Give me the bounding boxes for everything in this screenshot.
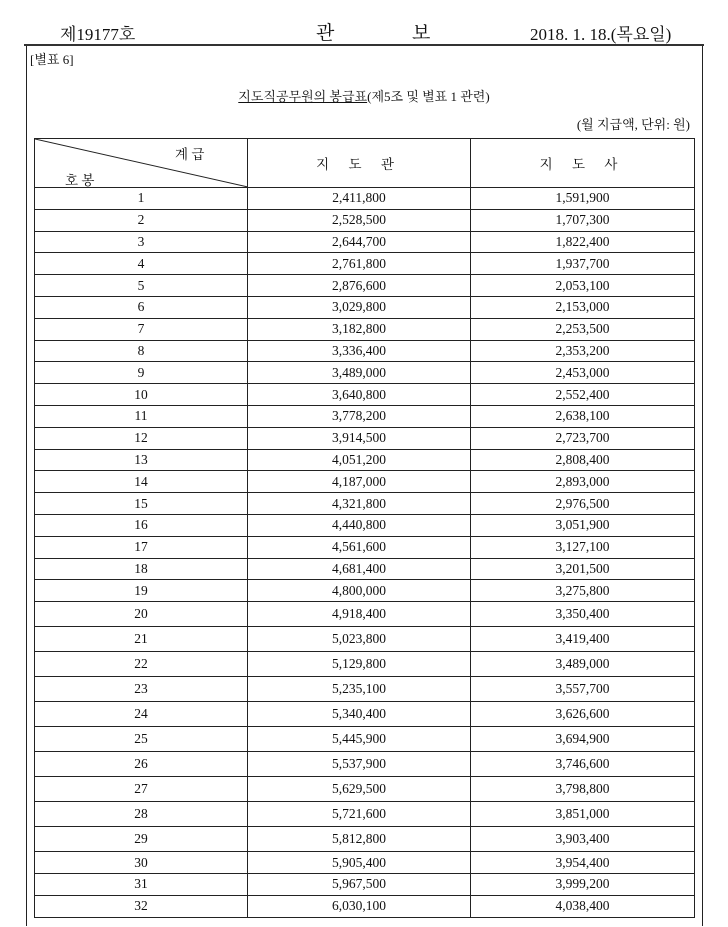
guidance-officer-pay-cell: 4,681,400 (248, 558, 471, 580)
table-row (35, 580, 695, 602)
table-row (35, 677, 695, 702)
guidance-assistant-pay-cell: 4,038,400 (471, 895, 695, 917)
table-row (35, 449, 695, 471)
guidance-assistant-pay-cell: 1,822,400 (471, 231, 695, 253)
step-cell: 18 (35, 558, 248, 580)
step-cell: 16 (35, 514, 248, 536)
step-cell: 4 (35, 253, 248, 275)
step-cell: 6 (35, 296, 248, 318)
table-row (35, 852, 695, 874)
table-row (35, 873, 695, 895)
guidance-assistant-pay-cell: 3,350,400 (471, 602, 695, 627)
guidance-officer-pay-cell: 5,129,800 (248, 652, 471, 677)
table-row (35, 727, 695, 752)
table-row (35, 275, 695, 297)
step-cell: 5 (35, 275, 248, 297)
gazette-title-left: 관 (316, 23, 335, 44)
step-cell: 32 (35, 895, 248, 917)
table-row (35, 895, 695, 917)
guidance-officer-pay-cell: 2,761,800 (248, 253, 471, 275)
corner-step-label: 호 봉 (65, 173, 95, 188)
guidance-assistant-pay-cell: 2,976,500 (471, 493, 695, 515)
column-header-guidance-officer: 지 도 관 (248, 139, 471, 188)
guidance-officer-pay-cell: 3,778,200 (248, 405, 471, 427)
guidance-assistant-pay-cell: 2,353,200 (471, 340, 695, 362)
step-cell: 10 (35, 384, 248, 406)
salary-table-body (35, 188, 695, 918)
step-cell: 19 (35, 580, 248, 602)
guidance-assistant-pay-cell: 2,808,400 (471, 449, 695, 471)
issue-number: 제19177호 (60, 25, 136, 44)
guidance-officer-pay-cell: 4,800,000 (248, 580, 471, 602)
guidance-officer-pay-cell: 5,340,400 (248, 702, 471, 727)
step-cell: 30 (35, 852, 248, 874)
table-row (35, 652, 695, 677)
table-row (35, 384, 695, 406)
guidance-assistant-pay-cell: 3,694,900 (471, 727, 695, 752)
step-cell: 3 (35, 231, 248, 253)
table-row (35, 188, 695, 210)
guidance-officer-pay-cell: 5,905,400 (248, 852, 471, 874)
guidance-assistant-pay-cell: 1,937,700 (471, 253, 695, 275)
document-title (0, 86, 728, 105)
step-cell: 14 (35, 471, 248, 493)
document-title-main: 지도직공무원의 봉급표 (238, 89, 368, 104)
table-row (35, 340, 695, 362)
guidance-officer-pay-cell: 4,051,200 (248, 449, 471, 471)
guidance-assistant-pay-cell: 3,746,600 (471, 752, 695, 777)
table-row (35, 627, 695, 652)
guidance-officer-pay-cell: 3,914,500 (248, 427, 471, 449)
step-cell: 17 (35, 536, 248, 558)
step-cell: 8 (35, 340, 248, 362)
table-row (35, 777, 695, 802)
table-row (35, 493, 695, 515)
guidance-officer-pay-cell: 4,440,800 (248, 514, 471, 536)
guidance-assistant-pay-cell: 3,489,000 (471, 652, 695, 677)
guidance-officer-pay-cell: 2,411,800 (248, 188, 471, 210)
table-row (35, 253, 695, 275)
guidance-officer-pay-cell: 2,528,500 (248, 209, 471, 231)
guidance-assistant-pay-cell: 3,626,600 (471, 702, 695, 727)
guidance-assistant-pay-cell: 2,153,000 (471, 296, 695, 318)
table-header-row (35, 139, 695, 188)
step-cell: 7 (35, 318, 248, 340)
guidance-officer-pay-cell: 5,967,500 (248, 873, 471, 895)
table-row (35, 318, 695, 340)
corner-header-cell (35, 139, 248, 188)
table-row (35, 602, 695, 627)
table-row (35, 558, 695, 580)
guidance-assistant-pay-cell: 2,453,000 (471, 362, 695, 384)
guidance-officer-pay-cell: 5,629,500 (248, 777, 471, 802)
table-row (35, 362, 695, 384)
step-cell: 12 (35, 427, 248, 449)
table-row (35, 827, 695, 852)
guidance-assistant-pay-cell: 2,552,400 (471, 384, 695, 406)
guidance-assistant-pay-cell: 3,557,700 (471, 677, 695, 702)
table-row (35, 296, 695, 318)
column-header-guidance-assistant: 지 도 사 (471, 139, 695, 188)
guidance-assistant-pay-cell: 2,723,700 (471, 427, 695, 449)
guidance-officer-pay-cell: 3,336,400 (248, 340, 471, 362)
guidance-assistant-pay-cell: 3,275,800 (471, 580, 695, 602)
guidance-officer-pay-cell: 3,029,800 (248, 296, 471, 318)
guidance-officer-pay-cell: 2,644,700 (248, 231, 471, 253)
gazette-title-right: 보 (412, 23, 431, 44)
guidance-assistant-pay-cell: 3,419,400 (471, 627, 695, 652)
guidance-officer-pay-cell: 3,489,000 (248, 362, 471, 384)
guidance-officer-pay-cell: 5,721,600 (248, 802, 471, 827)
guidance-assistant-pay-cell: 2,053,100 (471, 275, 695, 297)
document-title-suffix: (제5조 및 별표 1 관련) (367, 89, 490, 104)
step-cell: 24 (35, 702, 248, 727)
step-cell: 31 (35, 873, 248, 895)
table-row (35, 471, 695, 493)
guidance-assistant-pay-cell: 1,591,900 (471, 188, 695, 210)
table-row (35, 514, 695, 536)
guidance-officer-pay-cell: 5,445,900 (248, 727, 471, 752)
guidance-officer-pay-cell: 4,918,400 (248, 602, 471, 627)
step-cell: 26 (35, 752, 248, 777)
step-cell: 2 (35, 209, 248, 231)
guidance-officer-pay-cell: 4,187,000 (248, 471, 471, 493)
guidance-assistant-pay-cell: 3,051,900 (471, 514, 695, 536)
guidance-officer-pay-cell: 5,812,800 (248, 827, 471, 852)
guidance-assistant-pay-cell: 3,903,400 (471, 827, 695, 852)
guidance-assistant-pay-cell: 3,127,100 (471, 536, 695, 558)
step-cell: 22 (35, 652, 248, 677)
gazette-header (0, 0, 728, 44)
step-cell: 23 (35, 677, 248, 702)
guidance-officer-pay-cell: 3,182,800 (248, 318, 471, 340)
guidance-officer-pay-cell: 5,537,900 (248, 752, 471, 777)
step-cell: 28 (35, 802, 248, 827)
unit-note: (월 지급액, 단위: 원) (576, 117, 690, 132)
table-row (35, 231, 695, 253)
salary-table (34, 138, 695, 918)
step-cell: 1 (35, 188, 248, 210)
guidance-assistant-pay-cell: 2,638,100 (471, 405, 695, 427)
table-row (35, 405, 695, 427)
issue-date: 2018. 1. 18.(목요일) (530, 25, 672, 44)
guidance-officer-pay-cell: 2,876,600 (248, 275, 471, 297)
guidance-assistant-pay-cell: 3,851,000 (471, 802, 695, 827)
step-cell: 15 (35, 493, 248, 515)
guidance-assistant-pay-cell: 3,999,200 (471, 873, 695, 895)
table-row (35, 427, 695, 449)
guidance-officer-pay-cell: 4,561,600 (248, 536, 471, 558)
guidance-officer-pay-cell: 6,030,100 (248, 895, 471, 917)
guidance-assistant-pay-cell: 3,954,400 (471, 852, 695, 874)
table-row (35, 802, 695, 827)
guidance-officer-pay-cell: 3,640,800 (248, 384, 471, 406)
guidance-assistant-pay-cell: 2,893,000 (471, 471, 695, 493)
step-cell: 27 (35, 777, 248, 802)
guidance-assistant-pay-cell: 3,798,800 (471, 777, 695, 802)
corner-grade-label: 계 급 (175, 147, 205, 162)
step-cell: 20 (35, 602, 248, 627)
annex-label: [별표 6] (30, 52, 74, 67)
step-cell: 25 (35, 727, 248, 752)
step-cell: 29 (35, 827, 248, 852)
step-cell: 11 (35, 405, 248, 427)
table-row (35, 536, 695, 558)
step-cell: 13 (35, 449, 248, 471)
guidance-assistant-pay-cell: 2,253,500 (471, 318, 695, 340)
guidance-assistant-pay-cell: 3,201,500 (471, 558, 695, 580)
table-row (35, 209, 695, 231)
guidance-officer-pay-cell: 4,321,800 (248, 493, 471, 515)
step-cell: 21 (35, 627, 248, 652)
guidance-officer-pay-cell: 5,235,100 (248, 677, 471, 702)
table-row (35, 752, 695, 777)
step-cell: 9 (35, 362, 248, 384)
guidance-officer-pay-cell: 5,023,800 (248, 627, 471, 652)
guidance-assistant-pay-cell: 1,707,300 (471, 209, 695, 231)
table-row (35, 702, 695, 727)
